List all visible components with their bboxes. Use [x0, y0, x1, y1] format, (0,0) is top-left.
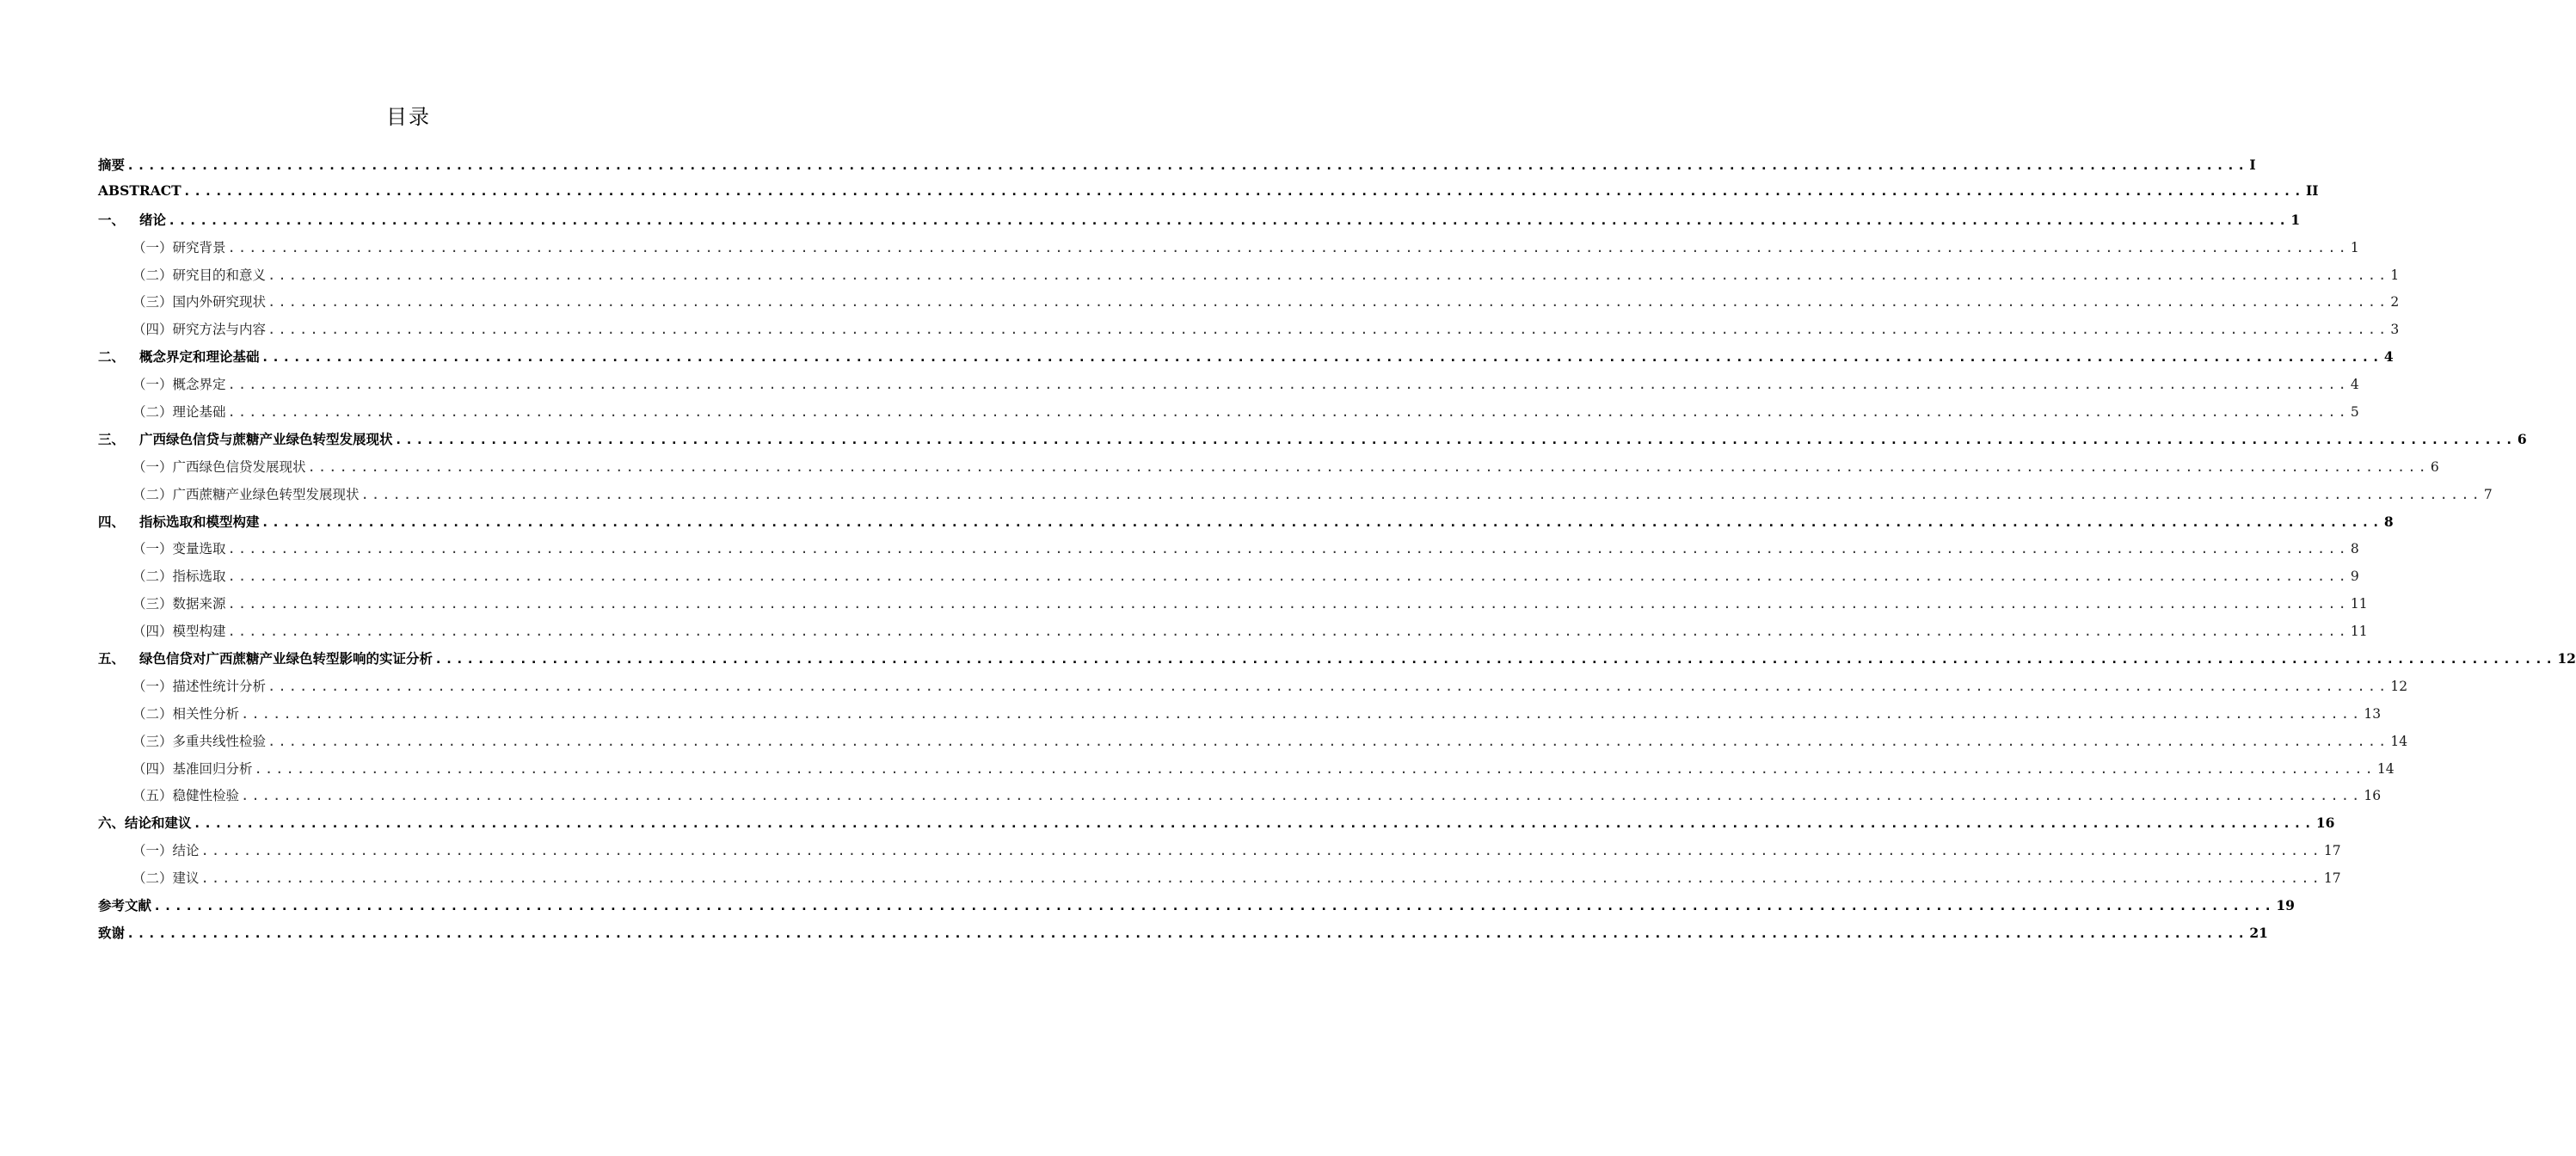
- toc-entry-page: 12: [2557, 650, 2576, 667]
- toc-chapter-entry[interactable]: [98, 181, 2319, 210]
- toc-entry-page: 4: [2383, 348, 2394, 366]
- toc-entry-label: 指标选取和模型构建: [139, 513, 260, 530]
- toc-section-entry[interactable]: [98, 621, 2368, 649]
- toc-entry-page: I: [2249, 157, 2256, 173]
- toc-section-entry[interactable]: [98, 566, 2359, 593]
- toc-entry-label: （三）多重共线性检验: [132, 733, 267, 749]
- toc-dot-leader: ........................................................................................................................................................................................................: [153, 898, 2275, 914]
- toc-dot-leader: ........................................................................................................................................................................................................: [193, 815, 2315, 832]
- toc-dot-leader: ........................................................................................................................................................................................................: [227, 569, 2349, 585]
- toc-dot-leader: ........................................................................................................................................................................................................: [241, 705, 2363, 722]
- toc-section-entry[interactable]: [98, 402, 2359, 429]
- toc-entry-label: 摘要: [98, 157, 126, 173]
- toc-entry-label: （四）模型构建: [132, 624, 226, 640]
- toc-dot-leader: ........................................................................................................................................................................................................: [434, 651, 2556, 667]
- toc-entry-page: 17: [2323, 870, 2341, 887]
- toc-section-entry[interactable]: [98, 538, 2359, 566]
- toc-entry-label: 致谢: [98, 924, 126, 941]
- toc-section-entry[interactable]: [98, 868, 2341, 895]
- toc-dot-leader: ........................................................................................................................................................................................................: [307, 458, 2429, 475]
- toc-entry-page: 4: [2350, 377, 2359, 393]
- toc-chapter-entry[interactable]: [98, 347, 2394, 374]
- toc-dot-leader: ........................................................................................................................................................................................................: [360, 486, 2482, 502]
- toc-entry-number: 四、: [98, 513, 126, 530]
- toc-dot-leader: ........................................................................................................................................................................................................: [200, 843, 2322, 859]
- toc-section-entry[interactable]: [98, 484, 2493, 512]
- toc-entry-page: 8: [2383, 513, 2394, 530]
- toc-entry-label: （二）研究目的和意义: [132, 267, 267, 283]
- toc-entry-label: （二）建议: [132, 870, 200, 887]
- toc-chapter-entry[interactable]: [98, 512, 2394, 539]
- toc-dot-leader: ........................................................................................................................................................................................................: [126, 157, 2248, 173]
- toc-entry-label: （一）概念界定: [132, 377, 226, 393]
- toc-entry-page: 7: [2483, 486, 2493, 502]
- toc-entry-label: 广西绿色信贷与蔗糖产业绿色转型发展现状: [139, 430, 393, 447]
- toc-entry-label: （五）稳健性检验: [132, 788, 240, 804]
- toc-entry-label: 绪论: [139, 211, 167, 228]
- toc-entry-page: 16: [2364, 788, 2382, 804]
- toc-entry-page: II: [2306, 181, 2319, 199]
- toc-section-entry[interactable]: [98, 237, 2359, 265]
- toc-entry-label: （一）广西绿色信贷发展现状: [132, 458, 306, 475]
- toc-dot-leader: ........................................................................................................................................................................................................: [267, 267, 2389, 283]
- toc-chapter-entry[interactable]: [98, 649, 2576, 676]
- toc-dot-leader: ........................................................................................................................................................................................................: [267, 322, 2389, 338]
- toc-entry-number: 一、: [98, 211, 126, 228]
- toc-entry-page: 2: [2390, 294, 2400, 311]
- toc-entry-page: 11: [2350, 624, 2368, 640]
- toc-entry-page: 17: [2323, 843, 2341, 859]
- toc-entry-page: 12: [2390, 678, 2408, 694]
- toc-section-entry[interactable]: [98, 319, 2400, 347]
- toc-entry-page: 14: [2390, 733, 2408, 749]
- toc-section-entry[interactable]: [98, 593, 2368, 621]
- toc-entry-page: 11: [2350, 596, 2368, 612]
- toc-entry-label: （一）结论: [132, 843, 200, 859]
- toc-dot-leader: ........................................................................................................................................................................................................: [126, 925, 2248, 941]
- toc-dot-leader: ........................................................................................................................................................................................................: [227, 541, 2349, 557]
- toc-chapter-entry[interactable]: [98, 923, 2268, 950]
- toc-dot-leader: ........................................................................................................................................................................................................: [267, 733, 2389, 749]
- toc-entry-page: 6: [2430, 458, 2439, 475]
- toc-section-entry[interactable]: [98, 759, 2395, 786]
- toc-entry-page: 14: [2376, 760, 2395, 777]
- toc-dot-leader: ........................................................................................................................................................................................................: [227, 624, 2349, 640]
- toc-chapter-entry[interactable]: [98, 429, 2527, 457]
- toc-entry-page: 19: [2276, 897, 2295, 914]
- toc-entry-page: 13: [2364, 705, 2382, 722]
- toc-dot-leader: ........................................................................................................................................................................................................: [227, 377, 2349, 393]
- toc-dot-leader: ........................................................................................................................................................................................................: [168, 212, 2290, 228]
- toc-dot-leader: ........................................................................................................................................................................................................: [261, 513, 2382, 530]
- toc-dot-leader: ........................................................................................................................................................................................................: [261, 349, 2382, 366]
- toc-chapter-entry[interactable]: [98, 813, 2335, 840]
- toc-entry-label: 概念界定和理论基础: [139, 348, 260, 366]
- toc-entry-label: （三）国内外研究现状: [132, 294, 267, 311]
- toc-entry-page: 21: [2249, 924, 2268, 941]
- toc-dot-leader: ........................................................................................................................................................................................................: [227, 596, 2349, 612]
- toc-section-entry[interactable]: [98, 457, 2439, 484]
- toc-entry-page: 6: [2517, 430, 2527, 447]
- toc-entry-number: 二、: [98, 348, 126, 366]
- toc-section-entry[interactable]: [98, 731, 2408, 759]
- toc-entry-number: 三、: [98, 430, 126, 447]
- toc-chapter-entry[interactable]: [98, 155, 2256, 182]
- toc-entry-label: （二）相关性分析: [132, 705, 240, 722]
- toc-entry-page: 16: [2315, 815, 2335, 832]
- toc-section-entry[interactable]: [98, 292, 2400, 319]
- toc-entry-label: （二）指标选取: [132, 569, 226, 585]
- toc-dot-leader: ........................................................................................................................................................................................................: [394, 431, 2516, 447]
- toc-entry-page: 3: [2390, 322, 2400, 338]
- toc-dot-leader: ........................................................................................................................................................................................................: [227, 239, 2349, 255]
- toc-entry-label: ABSTRACT: [98, 181, 181, 199]
- toc-entry-number: 五、: [98, 650, 126, 667]
- toc-entry-page: 9: [2350, 569, 2359, 585]
- toc-dot-leader: ........................................................................................................................................................................................................: [267, 294, 2389, 311]
- toc-entry-page: 8: [2350, 541, 2359, 557]
- toc-section-entry[interactable]: [98, 704, 2382, 731]
- toc-entry-label: （一）研究背景: [132, 239, 226, 255]
- toc-chapter-entry[interactable]: [98, 895, 2295, 923]
- toc-section-entry[interactable]: [98, 374, 2359, 402]
- toc-entry-label: （三）数据来源: [132, 596, 226, 612]
- toc-entry-label: （一）描述性统计分析: [132, 678, 267, 694]
- toc-dot-leader: ........................................................................................................................................................................................................: [200, 870, 2322, 887]
- toc-entry-label: 参考文献: [98, 897, 152, 914]
- toc-dot-leader: ........................................................................................................................................................................................................: [227, 404, 2349, 421]
- toc-entry-label: 六、结论和建议: [98, 815, 192, 832]
- page-title: 目录: [386, 105, 431, 129]
- toc-entry-label: （二）广西蔗糖产业绿色转型发展现状: [132, 486, 360, 502]
- table-of-contents: [98, 155, 2576, 950]
- toc-entry-label: （一）变量选取: [132, 541, 226, 557]
- toc-entry-page: 1: [2290, 211, 2301, 228]
- toc-dot-leader: ........................................................................................................................................................................................................: [254, 760, 2376, 777]
- toc-section-entry[interactable]: [98, 265, 2400, 292]
- toc-chapter-entry[interactable]: [98, 210, 2301, 237]
- toc-section-entry[interactable]: [98, 785, 2382, 813]
- toc-entry-page: 5: [2350, 404, 2359, 421]
- toc-entry-label: （四）研究方法与内容: [132, 322, 267, 338]
- toc-entry-label: 绿色信贷对广西蔗糖产业绿色转型影响的实证分析: [139, 650, 433, 667]
- toc-entry-label: （二）理论基础: [132, 404, 226, 421]
- toc-section-entry[interactable]: [98, 840, 2341, 868]
- toc-entry-label: （四）基准回归分析: [132, 760, 253, 777]
- toc-dot-leader: ........................................................................................................................................................................................................: [241, 788, 2363, 804]
- toc-dot-leader: ........................................................................................................................................................................................................: [267, 678, 2389, 694]
- toc-entry-page: 1: [2390, 267, 2400, 283]
- toc-dot-leader: ........................................................................................................................................................................................................: [182, 182, 2304, 199]
- toc-entry-page: 1: [2350, 239, 2359, 255]
- toc-section-entry[interactable]: [98, 676, 2408, 704]
